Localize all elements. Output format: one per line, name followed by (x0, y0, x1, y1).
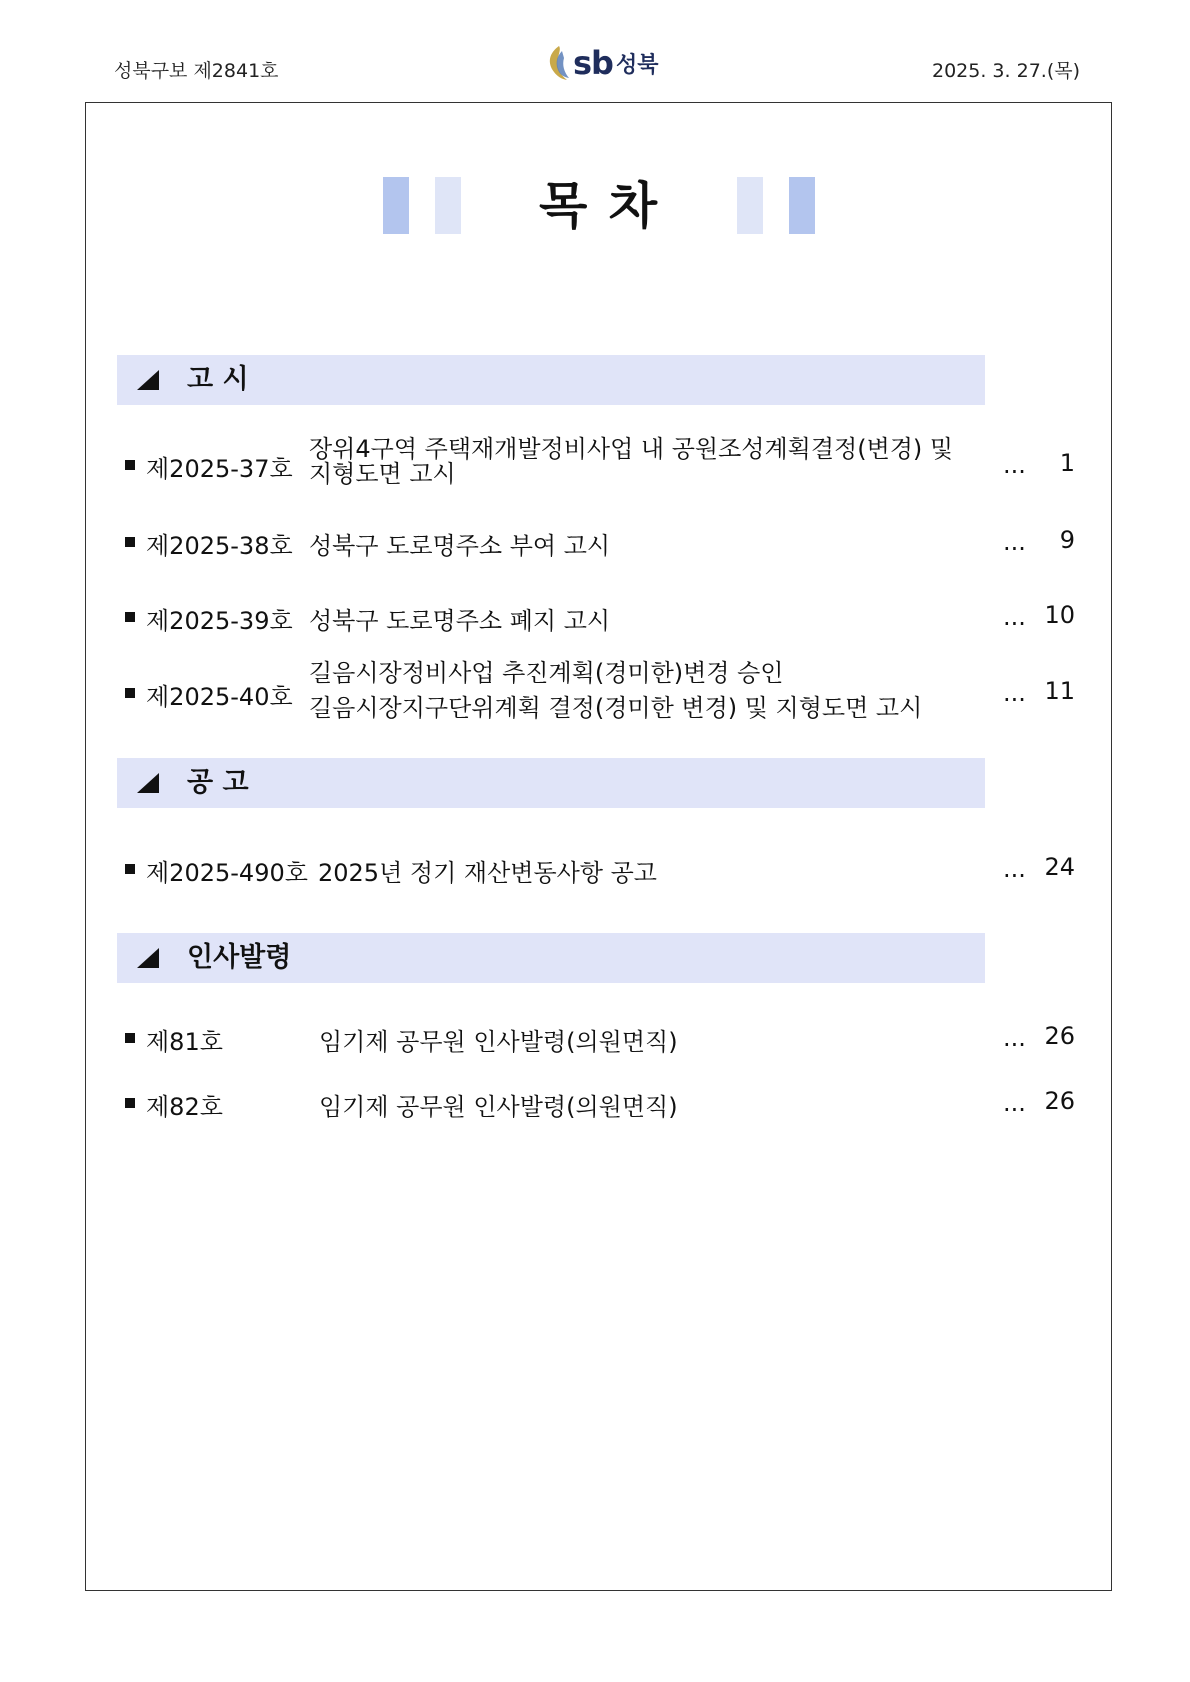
entry-title: 성북구 도로명주소 부여 고시 (309, 532, 611, 560)
toc-entry[interactable] (125, 1087, 1075, 1121)
entry-page-number: 10 (1044, 601, 1075, 629)
bullet-square-icon (125, 612, 135, 622)
entry-page-number: 26 (1044, 1022, 1075, 1050)
entry-page-number: 26 (1044, 1087, 1075, 1115)
toc-entry[interactable] (125, 660, 1075, 730)
entry-number: 제2025-38호 (146, 532, 293, 560)
entry-title: 성북구 도로명주소 폐지 고시 (309, 607, 611, 635)
page-title: 목 차 (538, 177, 659, 235)
entry-number: 제81호 (146, 1028, 223, 1056)
entry-number: 제82호 (146, 1093, 223, 1121)
logo-korean-text: 성북 (615, 52, 659, 78)
page-frame (85, 102, 1112, 1591)
entry-page-number: 24 (1044, 853, 1075, 881)
triangle-icon (137, 370, 159, 390)
bullet-square-icon (125, 1098, 135, 1108)
toc-entry[interactable] (125, 1022, 1075, 1056)
bullet-square-icon (125, 688, 135, 698)
section-header-notices (117, 355, 985, 405)
toc-entry[interactable] (125, 435, 1075, 501)
toc-title-block (383, 177, 815, 234)
publication-date: 2025. 3. 27.(목) (932, 60, 1080, 82)
entry-number: 제2025-39호 (146, 607, 293, 635)
section-header-personnel (117, 933, 985, 983)
entry-title: 임기제 공무원 인사발령(의원면직) (319, 1028, 678, 1056)
section-label: 공 고 (187, 767, 249, 798)
entry-number: 제2025-40호 (146, 683, 293, 711)
triangle-icon (137, 948, 159, 968)
entry-title: 장위4구역 주택재개발정비사업 내 공원조성계획결정(변경) 및 지형도면 고시 (309, 435, 954, 488)
toc-entry[interactable] (125, 853, 1075, 887)
entry-leader-dots: ... (1003, 1089, 1026, 1117)
entry-leader-dots: ... (1003, 603, 1026, 631)
section-label: 인사발령 (187, 942, 292, 973)
bullet-square-icon (125, 864, 135, 874)
entry-title: 길음시장정비사업 추진계획(경미한)변경 승인 길음시장지구단위계획 결정(경미한 변경) 및 지형도면 고시 (309, 659, 923, 722)
entry-leader-dots: ... (1003, 528, 1026, 556)
publication-issue: 성북구보 제2841호 (114, 60, 279, 82)
toc-entry[interactable] (125, 601, 1075, 635)
entry-title: 2025년 정기 재산변동사항 공고 (318, 859, 657, 887)
seongbuk-logo (545, 44, 658, 82)
entry-page-number: 9 (1059, 526, 1075, 554)
logo-wordmark: sb (573, 44, 613, 82)
section-header-announcements (117, 758, 985, 808)
entry-leader-dots: ... (1003, 451, 1026, 479)
toc-entry[interactable] (125, 526, 1075, 560)
entry-leader-dots: ... (1003, 1024, 1026, 1052)
bullet-square-icon (125, 460, 135, 470)
bullet-square-icon (125, 537, 135, 547)
entry-leader-dots: ... (1003, 679, 1026, 707)
section-label: 고 시 (187, 364, 249, 395)
bullet-square-icon (125, 1033, 135, 1043)
entry-page-number: 1 (1059, 449, 1075, 477)
triangle-icon (137, 773, 159, 793)
entry-page-number: 11 (1044, 677, 1075, 705)
entry-number: 제2025-490호 (146, 859, 308, 887)
entry-leader-dots: ... (1003, 855, 1026, 883)
logo-mark-icon (545, 45, 571, 81)
entry-number: 제2025-37호 (146, 455, 293, 483)
entry-title: 임기제 공무원 인사발령(의원면직) (319, 1093, 678, 1121)
